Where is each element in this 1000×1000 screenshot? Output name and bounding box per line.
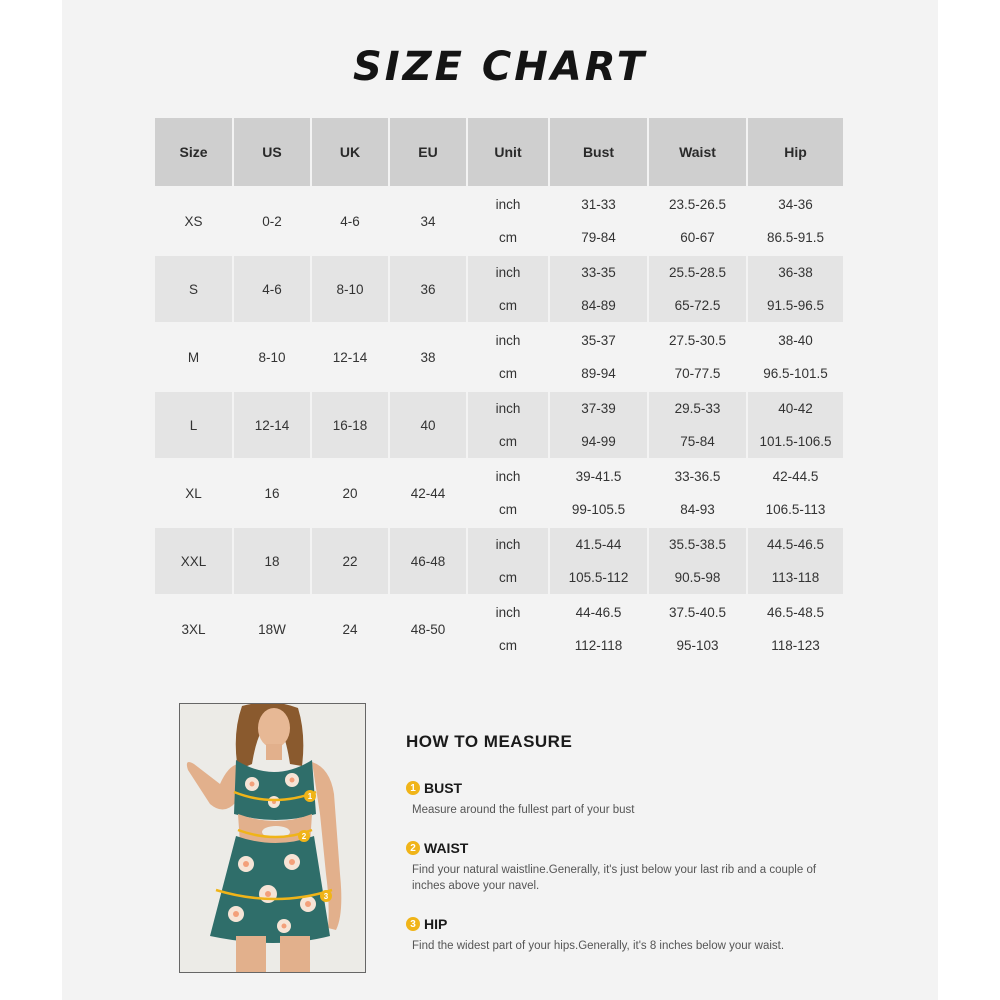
waist-cell-value: 65-72.5 (674, 298, 721, 313)
size-cell: L (155, 392, 232, 458)
unit-cell-value: inch (495, 605, 521, 620)
header-hip: Hip (748, 118, 843, 186)
step-description: Measure around the fullest part of your bust (412, 804, 635, 816)
waist-cell-value: 27.5-30.5 (668, 333, 727, 348)
waist-cell-value: 23.5-26.5 (668, 197, 727, 212)
size-cell: XXL (155, 528, 232, 594)
header-bust: Bust (550, 118, 647, 186)
hip-cell-value: 101.5-106.5 (759, 434, 832, 449)
table-body (155, 188, 845, 662)
bust-cell-value: 44-46.5 (575, 605, 622, 620)
hip-cell-value: 34-36 (778, 197, 813, 212)
unit-cell-value: cm (499, 298, 517, 313)
bust-cell-value: 99-105.5 (571, 502, 626, 517)
us-cell: 8-10 (258, 349, 286, 365)
bust-cell-value: 94-99 (581, 434, 616, 449)
waist-cell (649, 392, 746, 458)
unit-cell-value: inch (495, 333, 521, 348)
unit-cell-value: inch (495, 197, 521, 212)
eu-cell: 42-44 (410, 485, 446, 501)
table-row (155, 596, 845, 662)
number-badge-icon: 3 (406, 917, 420, 931)
us-cell: 16 (264, 485, 280, 501)
eu-cell: 46-48 (390, 528, 466, 594)
table-row (155, 188, 845, 254)
unit-cell (468, 460, 548, 526)
header-us: US (234, 118, 310, 186)
svg-text:3: 3 (323, 892, 329, 901)
hip-cell-value: 36-38 (778, 265, 813, 280)
bust-cell (550, 188, 647, 254)
step-description: Find the widest part of your hips.Generally, it's 8 inches below your waist. (412, 940, 785, 952)
table-row (155, 528, 845, 594)
waist-cell-value: 75-84 (680, 434, 715, 449)
bust-cell-value: 33-35 (581, 265, 616, 280)
eu-cell: 34 (420, 213, 436, 229)
hip-cell (748, 528, 843, 594)
unit-cell-value: cm (499, 570, 517, 585)
step-waist (406, 840, 842, 894)
unit-cell (468, 392, 548, 458)
hip-cell (748, 324, 843, 390)
unit-cell-value: cm (499, 502, 517, 517)
step-hip (406, 916, 842, 954)
waist-cell-value: 90.5-98 (674, 570, 721, 585)
waist-cell (649, 256, 746, 322)
hip-cell (748, 392, 843, 458)
uk-cell: 22 (312, 528, 388, 594)
unit-cell-value: cm (499, 230, 517, 245)
bust-cell-value: 37-39 (581, 401, 616, 416)
uk-cell: 4-6 (340, 213, 360, 229)
bust-cell (550, 256, 647, 322)
waist-cell-value: 60-67 (680, 230, 715, 245)
hip-cell-value: 46.5-48.5 (766, 605, 825, 620)
unit-cell-value: inch (495, 469, 521, 484)
us-cell: 4-6 (234, 256, 310, 322)
bust-cell-value: 79-84 (581, 230, 616, 245)
hip-cell (748, 596, 843, 662)
bust-cell-value: 89-94 (581, 366, 616, 381)
eu-cell: 36 (390, 256, 466, 322)
unit-cell-value: inch (495, 265, 521, 280)
step-label: HIP (424, 916, 448, 932)
unit-cell-value: cm (499, 434, 517, 449)
bust-cell (550, 460, 647, 526)
hip-cell-value: 44.5-46.5 (766, 537, 825, 552)
svg-text:1: 1 (307, 792, 313, 801)
bust-cell-value: 112-118 (574, 638, 623, 653)
hip-cell-value: 38-40 (778, 333, 813, 348)
waist-cell (649, 188, 746, 254)
bust-cell-value: 35-37 (581, 333, 616, 348)
bust-cell (550, 392, 647, 458)
unit-cell (468, 324, 548, 390)
model-illustration (180, 704, 365, 972)
size-cell: XL (185, 485, 202, 501)
hip-cell-value: 106.5-113 (765, 502, 826, 517)
how-to-measure-title: HOW TO MEASURE (406, 732, 573, 751)
uk-cell: 20 (342, 485, 358, 501)
size-table (155, 118, 845, 662)
size-cell: XS (184, 213, 203, 229)
bust-cell (550, 596, 647, 662)
hip-cell (748, 256, 843, 322)
hip-cell (748, 188, 843, 254)
bust-cell-value: 31-33 (581, 197, 616, 212)
table-header-row (155, 118, 845, 186)
header-unit: Unit (468, 118, 548, 186)
step-bust (406, 780, 842, 818)
eu-cell: 40 (390, 392, 466, 458)
header-uk: UK (312, 118, 388, 186)
uk-cell: 8-10 (312, 256, 388, 322)
bust-cell (550, 528, 647, 594)
size-cell: 3XL (181, 621, 206, 637)
waist-cell-value: 84-93 (680, 502, 715, 517)
step-label: BUST (424, 780, 463, 796)
table-row (155, 324, 845, 390)
hip-cell-value: 86.5-91.5 (766, 230, 825, 245)
hip-cell-value: 42-44.5 (772, 469, 819, 484)
waist-cell (649, 596, 746, 662)
step-description: Find your natural waistline.Generally, it's just below your last rib and a couple of inches above your navel. (412, 864, 817, 892)
header-size: Size (155, 118, 232, 186)
unit-cell-value: cm (499, 366, 517, 381)
table-row (155, 256, 845, 322)
swimsuit-model-photo (179, 703, 366, 973)
bust-cell-value: 41.5-44 (575, 537, 622, 552)
eu-cell: 48-50 (410, 621, 446, 637)
unit-cell-value: inch (495, 401, 521, 416)
waist-cell-value: 37.5-40.5 (668, 605, 727, 620)
bust-cell-value: 105.5-112 (568, 570, 629, 585)
uk-cell: 16-18 (312, 392, 388, 458)
number-badge-icon: 2 (406, 841, 420, 855)
hip-cell (748, 460, 843, 526)
table-row (155, 460, 845, 526)
unit-cell-value: cm (499, 638, 517, 653)
bust-cell (550, 324, 647, 390)
waist-cell-value: 25.5-28.5 (668, 265, 727, 280)
us-cell: 18 (234, 528, 310, 594)
waist-cell (649, 460, 746, 526)
us-cell: 12-14 (234, 392, 310, 458)
hip-cell-value: 40-42 (778, 401, 813, 416)
step-label: WAIST (424, 840, 469, 856)
header-waist: Waist (649, 118, 746, 186)
waist-cell (649, 528, 746, 594)
unit-cell (468, 188, 548, 254)
unit-cell (468, 596, 548, 662)
header-eu: EU (390, 118, 466, 186)
uk-cell: 24 (342, 621, 358, 637)
size-cell: M (187, 349, 200, 365)
table-row (155, 392, 845, 458)
us-cell: 0-2 (262, 213, 282, 229)
unit-cell-value: inch (495, 537, 521, 552)
waist-cell (649, 324, 746, 390)
us-cell: 18W (258, 621, 286, 637)
size-cell: S (155, 256, 232, 322)
waist-cell-value: 29.5-33 (674, 401, 721, 416)
hip-cell-value: 96.5-101.5 (763, 366, 828, 381)
number-badge-icon: 1 (406, 781, 420, 795)
waist-cell-value: 95-103 (676, 638, 719, 653)
unit-cell (468, 528, 548, 594)
bust-cell-value: 84-89 (581, 298, 616, 313)
unit-cell (468, 256, 548, 322)
waist-cell-value: 33-36.5 (674, 469, 721, 484)
svg-text:2: 2 (301, 832, 307, 841)
hip-cell-value: 91.5-96.5 (766, 298, 825, 313)
page-title: SIZE CHART (352, 44, 648, 90)
bust-cell-value: 39-41.5 (575, 469, 622, 484)
eu-cell: 38 (420, 349, 436, 365)
hip-cell-value: 113-118 (771, 570, 820, 585)
waist-cell-value: 35.5-38.5 (668, 537, 727, 552)
waist-cell-value: 70-77.5 (674, 366, 721, 381)
uk-cell: 12-14 (332, 349, 368, 365)
hip-cell-value: 118-123 (771, 638, 820, 653)
